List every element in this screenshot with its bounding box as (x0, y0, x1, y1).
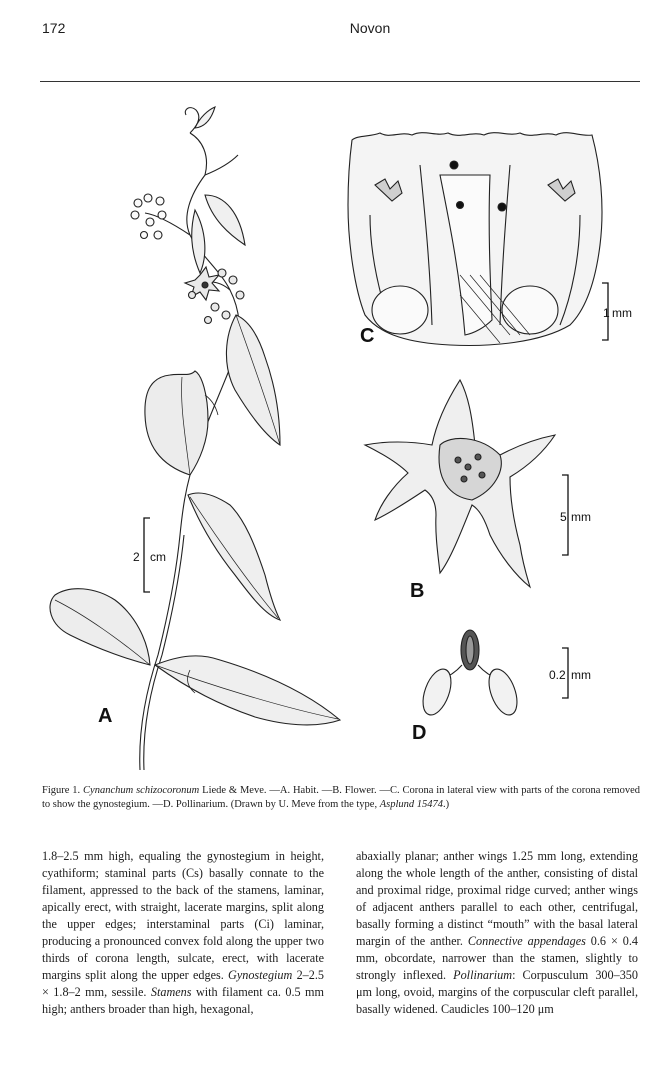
connective-appendages-label: Connective appendages (467, 934, 586, 948)
scale-d-number: 0.2 (549, 668, 566, 682)
scale-b-unit: mm (571, 510, 591, 524)
caption-type-specimen: Asplund 15474 (379, 799, 443, 810)
left-text-3: with filament ca. 0.5 mm high; anthers broader than high, hexagonal, (42, 985, 324, 1016)
flower-illustration (365, 380, 555, 587)
left-text-1: 1.8–2.5 mm high, equaling the gynostegium in height, cyathiform; staminal parts (Cs) basally connate to the filament, appressed to the back of the stamens, laminar, apically erect, with straight, lacerate margins, split along the upper edges; interstaminal parts (Ci) laminar, producing a pronounced convex fold along the upper two thirds of corona length, sulcate, erect, with lacerate margins split along the upper edges. (42, 849, 324, 982)
panel-label-c: C (360, 325, 375, 347)
left-text-2: 2–2.5 × 1.8–2 mm, sessile. (42, 968, 324, 999)
panel-label-a: A (98, 705, 113, 727)
pollinarium-label: Pollinarium (453, 968, 513, 982)
panel-label-b: B (410, 580, 425, 602)
body-column-right (356, 848, 638, 1018)
stamens-label: Stamens (150, 985, 192, 999)
figure-drawing (40, 95, 640, 775)
panel-label-d: D (412, 722, 427, 744)
pollinarium-illustration (418, 630, 523, 719)
figure-caption (42, 784, 640, 812)
caption-species: Cynanchum schizocoronum (83, 785, 200, 796)
scale-b-number: 5 (560, 510, 567, 524)
scale-d-unit: mm (571, 668, 591, 682)
right-text-3: : Corpusculum 300–350 μm long, ovoid, margins of the corpuscular cleft parallel, basally widened. Caudicles 100–120 μm (356, 968, 638, 1016)
scale-a-number: 2 (133, 550, 140, 564)
habit-illustration (50, 107, 340, 770)
scale-c-unit: mm (612, 306, 632, 320)
body-column-left (42, 848, 324, 1018)
page-number: 172 (42, 20, 66, 36)
right-text-1: abaxially planar; anther wings 1.25 mm long, extending along the whole length of the anther, consisting of distal and proximal ridge, proximal ridge curved; anther wings of adjacent anthers parallel to each other, centrifugal, basally forming a distinct “mouth” with the basal lateral margin of the anther. (356, 849, 638, 948)
header-rule (40, 81, 640, 82)
scale-c-number: 1 (603, 306, 610, 320)
caption-label: Figure 1. (42, 785, 81, 796)
caption-text-2: .) (443, 799, 450, 810)
right-text-2: 0.6 × 0.4 mm, obcordate, narrower than the stamen, slightly to strongly inflexed. (356, 934, 638, 982)
botanical-figure (40, 95, 640, 775)
scale-a-unit: cm (150, 550, 166, 564)
journal-title: Novon (349, 20, 391, 36)
corona-illustration (348, 133, 602, 346)
gynostegium-label: Gynostegium (228, 968, 293, 982)
caption-text-1: Liede & Meve. —A. Habit. —B. Flower. —C. Corona in lateral view with parts of the corona removed to show the gynostegium. —D. Pollinarium. (Drawn by U. Meve from the type, (42, 785, 640, 810)
